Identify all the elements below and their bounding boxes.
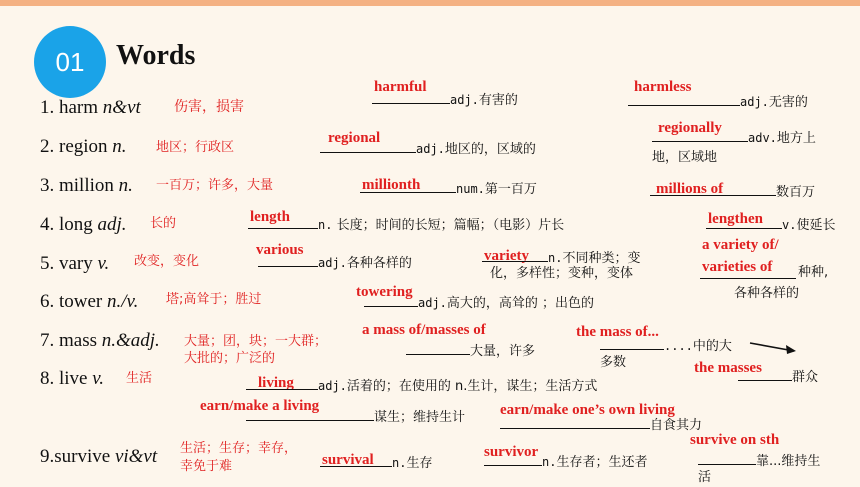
def-living: adj.活着的；在使用的 n.生计，谋生；生活方式 (246, 375, 597, 396)
word-entry-mass: 7. mass n.&adj. (40, 330, 160, 351)
meaning-mass: 大量；团，块；一大群； (184, 334, 328, 349)
answer-survival: survival (322, 452, 374, 468)
meaning-live: 生活 (126, 371, 153, 386)
def-harmful: adj.有害的 (372, 89, 518, 110)
meaning-harm: 伤害，损害 (174, 99, 244, 115)
meaning-long: 长的 (150, 216, 177, 231)
answer-variety: variety (484, 248, 529, 264)
def-length: n. 长度；时间的长短；篇幅；（电影）片长 (248, 214, 564, 235)
answer-regional: regional (328, 130, 381, 146)
def-regional: adj.地区的，区域的 (320, 138, 536, 159)
def-a-variety-of: 种种, (798, 265, 829, 280)
answer-towering: towering (356, 284, 413, 300)
arrow-icon (748, 340, 800, 356)
def-regionally-cont: 地，区域地 (652, 150, 718, 165)
blank-line (700, 278, 796, 279)
def-the-mass-of-cont: 多数 (600, 355, 627, 370)
def-a-mass-of: 大量，许多 (406, 340, 535, 361)
word-entry-million: 3. million n. (40, 175, 133, 196)
word-entry-region: 2. region n. (40, 136, 127, 157)
def-various: adj.各种各样的 (258, 252, 412, 273)
answer-harmful: harmful (374, 79, 427, 95)
answer-lengthen: lengthen (708, 211, 764, 227)
answer-millions-of: millions of (656, 181, 724, 197)
meaning-tower: 塔;高耸于；胜过 (166, 292, 262, 307)
answer-millionth: millionth (362, 177, 421, 193)
section-number-badge: 01 (34, 26, 106, 98)
answer-regionally: regionally (658, 120, 722, 136)
answer-harmless: harmless (634, 79, 692, 95)
meaning-survive-cont: 幸免于难 (180, 459, 233, 474)
def-millionth: num.第一百万 (360, 178, 537, 199)
def-harmless: adj.无害的 (628, 91, 808, 112)
answer-earn-a-living: earn/make a living (200, 398, 320, 414)
word-entry-long: 4. long adj. (40, 214, 127, 235)
def-millions-of: 数百万 (650, 181, 815, 202)
word-entry-tower: 6. tower n./v. (40, 291, 139, 312)
word-entry-vary: 5. vary v. (40, 253, 110, 274)
def-survivor: n.生存者；生还者 (484, 451, 647, 472)
def-regionally: adv.地方上 (652, 127, 816, 148)
answer-a-mass-of: a mass of/masses of (362, 322, 486, 338)
def-lengthen: v.使延长 (706, 214, 835, 235)
answer-the-masses: the masses (694, 360, 762, 376)
top-accent-bar (0, 0, 860, 6)
answer-survive-on-sth: survive on sth (690, 432, 780, 448)
meaning-survive: 生活；生存；幸存， (180, 441, 298, 456)
def-the-mass-of: ....中的大 (600, 335, 732, 356)
word-entry-survive: 9.survive vi&vt (40, 446, 158, 467)
answer-a-variety-of: a variety of/ (702, 237, 779, 253)
meaning-million: 一百万；许多，大量 (156, 178, 274, 193)
def-survive-on-sth: 靠...维持生 (698, 450, 820, 471)
meaning-region: 地区；行政区 (156, 140, 235, 155)
answer-earn-own-living: earn/make one’s own living (500, 402, 675, 418)
answer-length: length (250, 209, 291, 225)
def-survive-on-sth-cont: 活 (698, 470, 712, 485)
def-variety: n.不同种类；变 (482, 247, 640, 268)
word-entry-live: 8. live v. (40, 368, 105, 389)
word-entry-harm: 1. harm n&vt (40, 97, 141, 118)
def-the-masses: 群众 (738, 366, 818, 387)
def-towering: adj.高大的，高耸的 ；出色的 (364, 292, 594, 313)
answer-survivor: survivor (484, 444, 539, 460)
meaning-vary: 改变，变化 (134, 254, 200, 269)
meaning-mass-cont: 大批的；广泛的 (184, 351, 276, 366)
section-title: Words (116, 40, 196, 71)
answer-living: living (258, 375, 294, 391)
def-variety-cont: 化，多样性；变种，变体 (490, 266, 634, 281)
def-earn-a-living: 谋生；维持生计 (246, 406, 465, 427)
answer-the-mass-of: the mass of... (576, 324, 659, 340)
answer-various: various (256, 242, 304, 258)
def-a-variety-of-cont: 各种各样的 (734, 286, 800, 301)
def-earn-own-living: 自食其力 (500, 414, 702, 435)
def-survival: n.生存 (320, 452, 432, 473)
answer-varieties-of: varieties of (702, 259, 773, 275)
